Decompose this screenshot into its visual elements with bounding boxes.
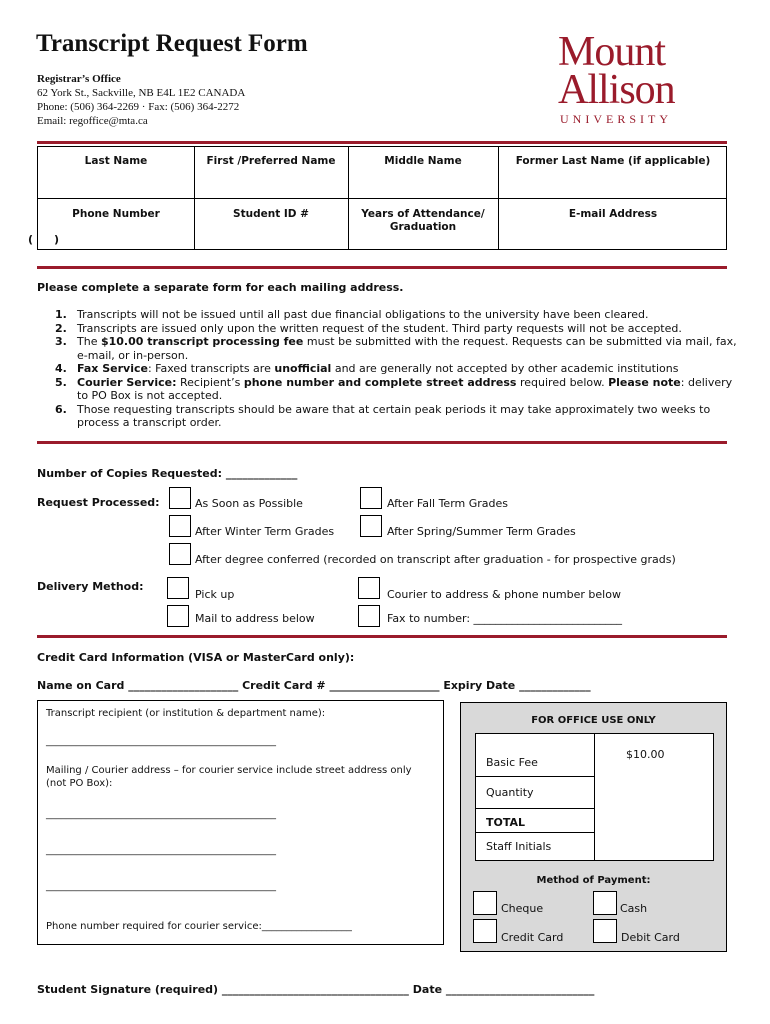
signature-label: Student Signature (required) — [37, 983, 219, 996]
courier-phone — [46, 921, 352, 932]
student-info-grid — [28, 146, 727, 250]
cash-label: Cash — [620, 902, 648, 915]
office-use-title: FOR OFFICE USE ONLY — [531, 715, 656, 726]
credit-card-label: Credit Card — [501, 931, 564, 944]
list-item: 5. Courier Service: Recipient’s phone number and complete street address required below. Please note: delivery to PO Box is not accepted. — [55, 375, 733, 402]
payment-method-label: Method of Payment: — [536, 875, 651, 886]
pickup-label: Pick up — [195, 588, 235, 601]
address-line-1[interactable]: ______________________________________________ — [46, 809, 276, 820]
credit-card-fields — [37, 679, 591, 692]
spring-label: After Spring/Summer Term Grades — [387, 525, 576, 538]
registrar-office: Registrar’s Office — [37, 73, 121, 85]
winter-checkbox[interactable] — [169, 515, 191, 537]
degree-label: After degree conferred (recorded on transcript after graduation - for prospective grads) — [195, 553, 676, 566]
spring-checkbox[interactable] — [360, 515, 382, 537]
divider — [37, 635, 727, 638]
office-use-box — [460, 702, 727, 952]
request-processed-label: Request Processed: — [37, 496, 160, 509]
fee-table — [475, 733, 714, 861]
phone-paren-close: ) — [54, 233, 60, 246]
student-id-label: Student ID # — [233, 208, 309, 220]
debit-card-label: Debit Card — [621, 931, 680, 944]
page-title: Transcript Request Form — [36, 30, 308, 57]
logo-line-2: Allison — [558, 67, 675, 113]
credit-card-checkbox[interactable] — [473, 919, 497, 943]
credit-card-number-label: Credit Card # — [242, 679, 326, 692]
cheque-label: Cheque — [501, 902, 544, 915]
cheque-checkbox[interactable] — [473, 891, 497, 915]
phone-paren-open: ( — [28, 233, 34, 246]
basic-fee-label: Basic Fee — [486, 756, 538, 769]
date-field[interactable]: ___________________________ — [445, 983, 595, 996]
asap-label: As Soon as Possible — [195, 497, 303, 510]
row-spacer — [37, 250, 727, 274]
first-name-label: First /Preferred Name — [206, 155, 336, 167]
email: Email: regoffice@mta.ca — [37, 115, 148, 127]
copies-requested[interactable]: Number of Copies Requested: _____________ — [37, 467, 298, 480]
instruction-list — [37, 308, 737, 430]
former-last-name-label: Former Last Name (if applicable) — [515, 155, 711, 167]
expiry-label: Expiry Date — [443, 679, 516, 692]
debit-card-checkbox[interactable] — [593, 919, 617, 943]
fax-checkbox[interactable] — [358, 605, 380, 627]
name-on-card-field[interactable]: ____________________ — [128, 679, 239, 692]
credit-card-heading: Credit Card Information (VISA or MasterCard only): — [37, 651, 355, 664]
fee-amount: $10.00 — [626, 748, 665, 761]
instructions-heading: Please complete a separate form for each mailing address. — [37, 281, 404, 294]
courier-checkbox[interactable] — [358, 577, 380, 599]
courier-phone-label: Phone number required for courier service: — [46, 921, 262, 932]
recipient-label: Transcript recipient (or institution & department name): — [46, 708, 326, 719]
fax-label[interactable]: Fax to number: ___________________________ — [387, 612, 623, 625]
address-line-2[interactable]: ______________________________________________ — [46, 845, 276, 856]
address: 62 York St., Sackville, NB E4L 1E2 CANADA — [37, 87, 246, 99]
fall-checkbox[interactable] — [360, 487, 382, 509]
logo-line-1: Mount — [558, 29, 666, 75]
signature-field[interactable]: __________________________________ — [221, 983, 409, 996]
middle-name-label: Middle Name — [384, 155, 462, 167]
quantity-label: Quantity — [486, 786, 534, 799]
logo-line-3: UNIVERSITY — [560, 112, 672, 126]
total-label: TOTAL — [486, 816, 526, 829]
asap-checkbox[interactable] — [169, 487, 191, 509]
address-line-3[interactable]: ______________________________________________ — [46, 881, 276, 892]
list-item: 6. Those requesting transcripts should be aware that at certain peak periods it may take approximately two weeks to process a transcript order. — [55, 402, 711, 429]
phone-number-label: Phone Number — [72, 208, 160, 220]
mailing-address-label: Mailing / Courier address – for courier service include street address only (not PO Box): — [46, 765, 412, 789]
divider — [37, 141, 727, 144]
expiry-field[interactable]: _____________ — [519, 679, 591, 692]
phone-fax: Phone: (506) 364-2269 · Fax: (506) 364-2272 — [37, 101, 240, 113]
university-logo — [558, 29, 693, 128]
degree-checkbox[interactable] — [169, 543, 191, 565]
pickup-checkbox[interactable] — [167, 577, 189, 599]
list-item: 2. Transcripts are issued only upon the written request of the student. Third party requests will not be accepted. — [55, 321, 682, 335]
date-label: Date — [412, 983, 443, 996]
fall-label: After Fall Term Grades — [387, 497, 509, 510]
delivery-method-label: Delivery Method: — [37, 580, 144, 593]
mail-checkbox[interactable] — [167, 605, 189, 627]
cash-checkbox[interactable] — [593, 891, 617, 915]
staff-initials-label: Staff Initials — [486, 840, 552, 853]
divider — [37, 441, 727, 444]
recipient-box — [37, 700, 444, 945]
last-name-label: Last Name — [84, 155, 148, 167]
signature-row — [37, 983, 594, 996]
courier-phone-field[interactable]: __________________ — [261, 921, 352, 932]
courier-label: Courier to address & phone number below — [387, 588, 621, 601]
recipient-field[interactable]: ______________________________________________ — [46, 736, 276, 747]
divider — [37, 266, 727, 269]
list-item: 3. The $10.00 transcript processing fee must be submitted with the request. Requests can be submitted via mail, fax, e-mail, or in-person. — [55, 335, 737, 362]
years-attendance-label: Years of Attendance/ Graduation — [361, 208, 485, 233]
winter-label: After Winter Term Grades — [195, 525, 335, 538]
email-address-label: E-mail Address — [568, 208, 658, 220]
list-item: 4. Fax Service: Faxed transcripts are unofficial and are generally not accepted by other academic institutions — [55, 362, 679, 375]
name-on-card-label: Name on Card — [37, 679, 125, 692]
mail-label: Mail to address below — [195, 612, 315, 625]
list-item: 1. Transcripts will not be issued until all past due financial obligations to the university have been cleared. — [55, 308, 649, 321]
credit-card-number-field[interactable]: ____________________ — [329, 679, 440, 692]
